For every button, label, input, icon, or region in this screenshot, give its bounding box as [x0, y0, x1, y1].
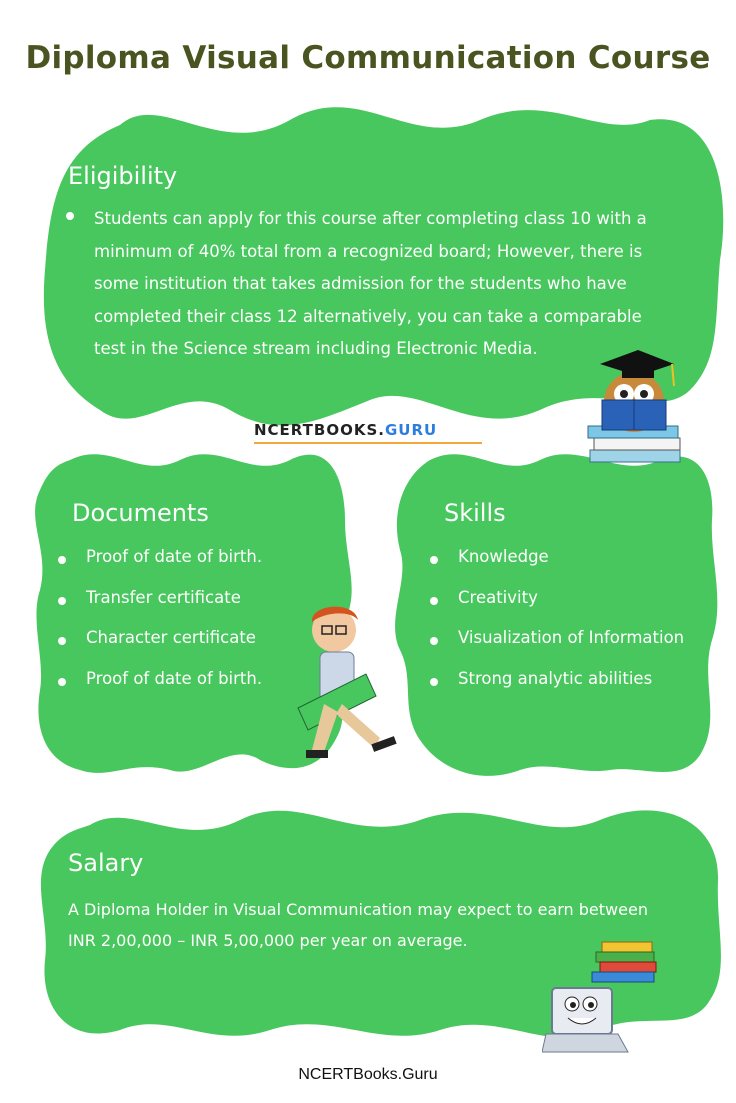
- eligibility-line: some institution that takes admission for the students who have: [94, 274, 627, 293]
- owl-with-graduation-cap-icon: [582, 342, 692, 468]
- list-item-label: Strong analytic abilities: [458, 668, 653, 688]
- eligibility-line: test in the Science stream including Electronic Media.: [94, 339, 538, 358]
- brand-watermark: [254, 421, 437, 439]
- footer-brand: NCERTBooks.Guru: [298, 1066, 438, 1083]
- bullet-icon: [58, 597, 66, 605]
- page-title: Diploma Visual Communication Course: [25, 40, 711, 76]
- list-item: [58, 547, 338, 567]
- bullet-icon: [430, 556, 438, 564]
- list-item-label: Visualization of Information: [458, 628, 685, 647]
- list-item-label: Proof of date of birth.: [86, 547, 263, 566]
- bullet-icon: [430, 678, 438, 686]
- eligibility-heading: Eligibility: [68, 162, 178, 190]
- list-item-label: Proof of date of birth.: [86, 668, 263, 688]
- list-item: [430, 669, 720, 689]
- bullet-icon: [66, 212, 74, 220]
- list-item-label: Creativity: [458, 587, 538, 607]
- bullet-icon: [58, 678, 66, 686]
- walking-student-icon: [294, 600, 420, 776]
- bullet-icon: [430, 637, 438, 645]
- salary-line: A Diploma Holder in Visual Communication may expect to earn between: [68, 900, 648, 919]
- list-item-label: Character certificate: [86, 628, 256, 647]
- list-item: [430, 547, 720, 567]
- eligibility-line: completed their class 12 alternatively, you can take a comparable: [94, 306, 642, 326]
- brand-accent: GURU: [384, 421, 438, 439]
- eligibility-line: minimum of 40% total from a recognized board; However, there is: [94, 241, 643, 261]
- list-item-label: Knowledge: [458, 547, 549, 566]
- brand-underline: [254, 442, 482, 444]
- bullet-icon: [430, 597, 438, 605]
- eligibility-line: Students can apply for this course after completing class 10 with a: [94, 209, 647, 228]
- documents-heading: Documents: [72, 499, 209, 527]
- list-item: [430, 628, 720, 648]
- bullet-icon: [58, 637, 66, 645]
- list-item: [430, 588, 720, 608]
- skills-heading: Skills: [444, 499, 506, 527]
- salary-heading: Salary: [68, 849, 144, 877]
- bullet-icon: [58, 556, 66, 564]
- list-item-label: Transfer certificate: [86, 587, 241, 607]
- laptop-with-books-icon: [542, 934, 672, 1060]
- salary-line: INR 2,00,000 – INR 5,00,000 per year on average.: [68, 931, 468, 950]
- skills-list: [430, 547, 720, 709]
- brand-main: NCERTBOOKS.: [254, 421, 385, 439]
